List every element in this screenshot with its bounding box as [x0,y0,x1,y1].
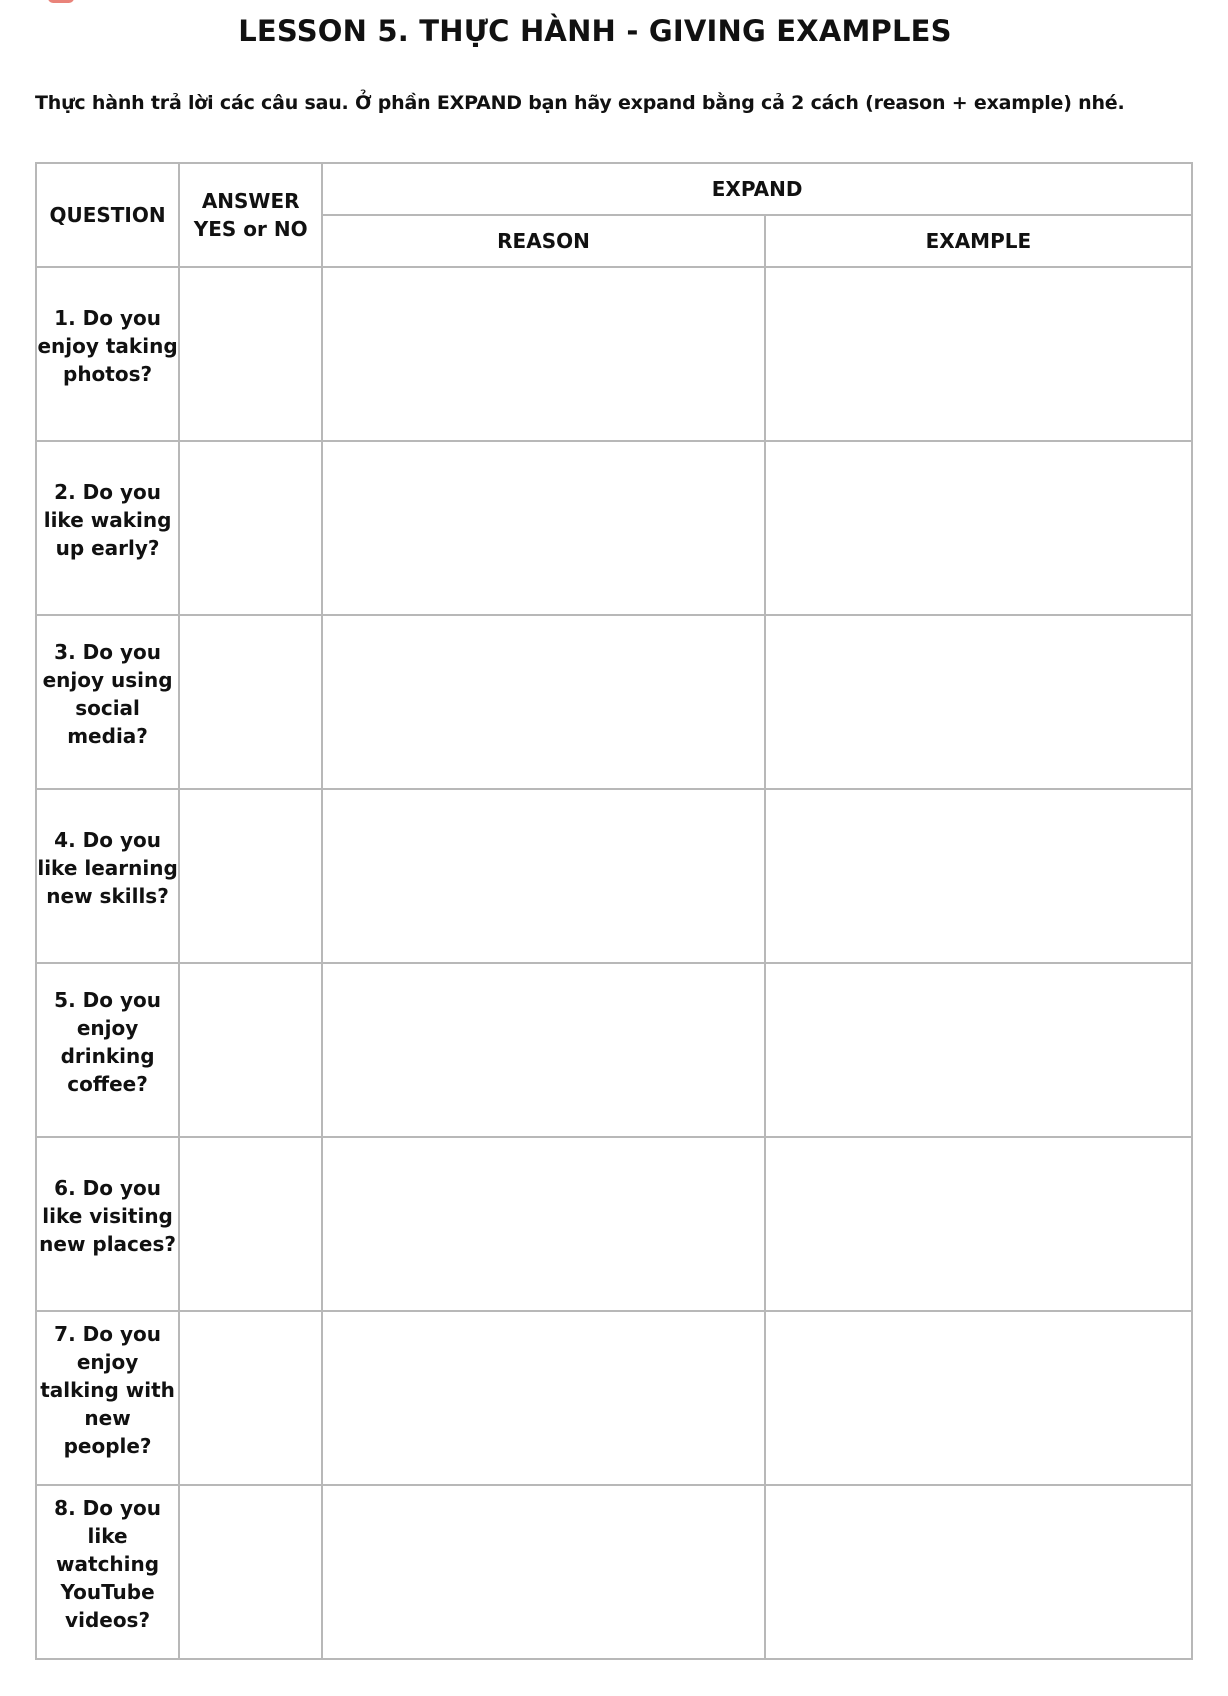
question-text: 1. Do you enjoy taking photos? [37,306,178,386]
table-row [36,1311,1192,1485]
reason-cell[interactable] [322,441,765,615]
question-text: 6. Do you like visiting new places? [39,1176,176,1256]
reason-cell[interactable] [322,1137,765,1311]
header-reason: REASON [322,215,765,267]
practice-table [35,162,1193,1660]
question-cell [36,267,179,441]
example-cell[interactable] [765,1137,1192,1311]
table-row [36,441,1192,615]
question-text: 5. Do you enjoy drinking coffee? [54,988,161,1096]
answer-cell[interactable] [179,615,322,789]
reason-cell[interactable] [322,789,765,963]
table-row [36,963,1192,1137]
header-expand: EXPAND [322,163,1192,215]
header-answer [179,163,322,267]
table-row [36,1485,1192,1659]
question-cell [36,441,179,615]
question-cell [36,615,179,789]
question-text: 4. Do you like learning new skills? [37,828,178,908]
question-cell [36,1485,179,1659]
reason-cell[interactable] [322,1485,765,1659]
table-row [36,1137,1192,1311]
answer-cell[interactable] [179,789,322,963]
answer-cell[interactable] [179,1485,322,1659]
header-question: QUESTION [36,163,179,267]
example-cell[interactable] [765,267,1192,441]
instructions-text: Thực hành trả lời các câu sau. Ở phần EXPAND bạn hãy expand bằng cả 2 cách (reason + example) nhé. [35,92,1125,114]
question-cell [36,789,179,963]
header-answer-line1: ANSWER [201,189,300,213]
answer-cell[interactable] [179,441,322,615]
page-title: LESSON 5. THỰC HÀNH - GIVING EXAMPLES [238,14,952,48]
reason-cell[interactable] [322,963,765,1137]
reason-cell[interactable] [322,1311,765,1485]
answer-cell[interactable] [179,963,322,1137]
question-cell [36,1137,179,1311]
table-row [36,615,1192,789]
question-cell [36,1311,179,1485]
question-cell [36,963,179,1137]
header-example: EXAMPLE [765,215,1192,267]
header-answer-line2: YES or NO [193,217,308,241]
reason-cell[interactable] [322,267,765,441]
question-text: 2. Do you like waking up early? [43,480,172,560]
question-text: 7. Do you enjoy talking with new people? [40,1322,175,1458]
reason-cell[interactable] [322,615,765,789]
example-cell[interactable] [765,789,1192,963]
answer-cell[interactable] [179,1311,322,1485]
example-cell[interactable] [765,963,1192,1137]
brand-logo [48,0,228,6]
logo-mark-icon [48,0,74,3]
example-cell[interactable] [765,1485,1192,1659]
example-cell[interactable] [765,615,1192,789]
question-text: 8. Do you like watching YouTube videos? [54,1496,161,1632]
question-text: 3. Do you enjoy using social media? [42,640,173,748]
answer-cell[interactable] [179,1137,322,1311]
table-row [36,789,1192,963]
example-cell[interactable] [765,441,1192,615]
example-cell[interactable] [765,1311,1192,1485]
table-row [36,267,1192,441]
answer-cell[interactable] [179,267,322,441]
